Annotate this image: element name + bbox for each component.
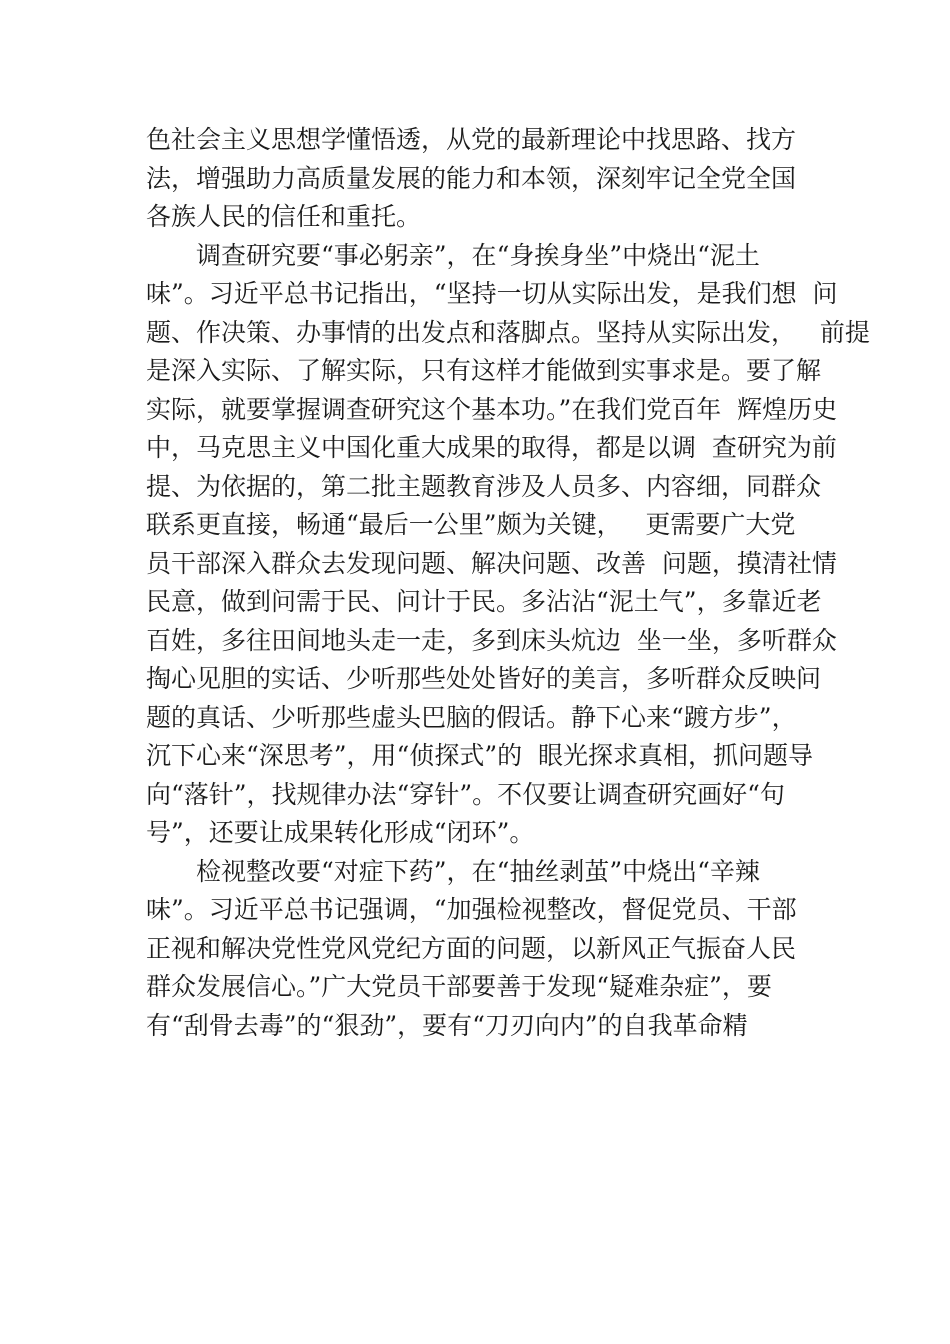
text-line: 味”。习近平总书记指出，“坚持一切从实际出发，是我们想 问 — [146, 279, 838, 308]
document-body — [146, 121, 870, 1045]
text-line: 调查研究要“事必躬亲”，在“身挨身坐”中烧出“泥土 — [196, 240, 760, 270]
text-line: 实际，就要掌握调查研究这个基本功。”在我们党百年 辉煌历史 — [146, 394, 838, 424]
text-line: 员干部深入群众去发现问题、解决问题、改善 问题，摸清社情 — [146, 548, 837, 578]
text-line: 味”。习近平总书记强调，“加强检视整改，督促党员、干部 — [146, 895, 797, 924]
text-line: 提、为依据的，第二批主题教育涉及人员多、内容细，同群众 — [146, 471, 822, 501]
text-line: 民意，做到问需于民、问计于民。多沾沾“泥土气”，多靠近老 — [146, 587, 822, 616]
paragraph — [146, 853, 836, 1046]
text-line: 向“落针”，找规律办法“穿针”。不仅要让调查研究画好“句 — [146, 779, 785, 809]
text-line: 百姓，多往田间地头走一走，多到床头炕边 坐一坐，多听群众 — [146, 625, 837, 655]
text-line: 掏心见胆的实话、少听那些处处皆好的美言，多听群众反映问 — [146, 664, 822, 693]
paragraph — [146, 121, 836, 237]
text-line: 中，马克思主义中国化重大成果的取得，都是以调 查研究为前 — [146, 433, 837, 462]
text-line: 题、作决策、办事情的出发点和落脚点。坚持从实际出发， 前提 — [146, 317, 870, 347]
paragraph — [146, 237, 870, 853]
text-line: 有“刮骨去毒”的“狠劲”，要有“刀刃向内”的自我革命精 — [146, 1010, 748, 1040]
text-line: 沉下心来“深思考”，用“侦探式”的 眼光探求真相，抓问题导 — [146, 741, 814, 770]
text-line: 正视和解决党性党风党纪方面的问题，以新风正气振奋人民 — [146, 933, 797, 963]
text-line: 色社会主义思想学懂悟透，从党的最新理论中找思路、找方 — [146, 125, 797, 154]
text-line: 号”，还要让成果转化形成“闭环”。 — [146, 818, 535, 847]
text-line: 联系更直接，畅通“最后一公里”颇为关键， 更需要广大党 — [146, 510, 796, 539]
text-line: 是深入实际、了解实际，只有这样才能做到实事求是。要了解 — [146, 356, 822, 385]
text-line: 各族人民的信任和重托。 — [146, 202, 422, 231]
text-line: 题的真话、少听那些虚头巴脑的假话。静下心来“踱方步”， — [146, 702, 797, 732]
text-line: 检视整改要“对症下药”，在“抽丝剥茧”中烧出“辛辣 — [196, 856, 760, 886]
text-line: 群众发展信心。”广大党员干部要善于发现“疑难杂症”，要 — [146, 972, 772, 1001]
text-line: 法，增强助力高质量发展的能力和本领，深刻牢记全党全国 — [146, 163, 797, 193]
